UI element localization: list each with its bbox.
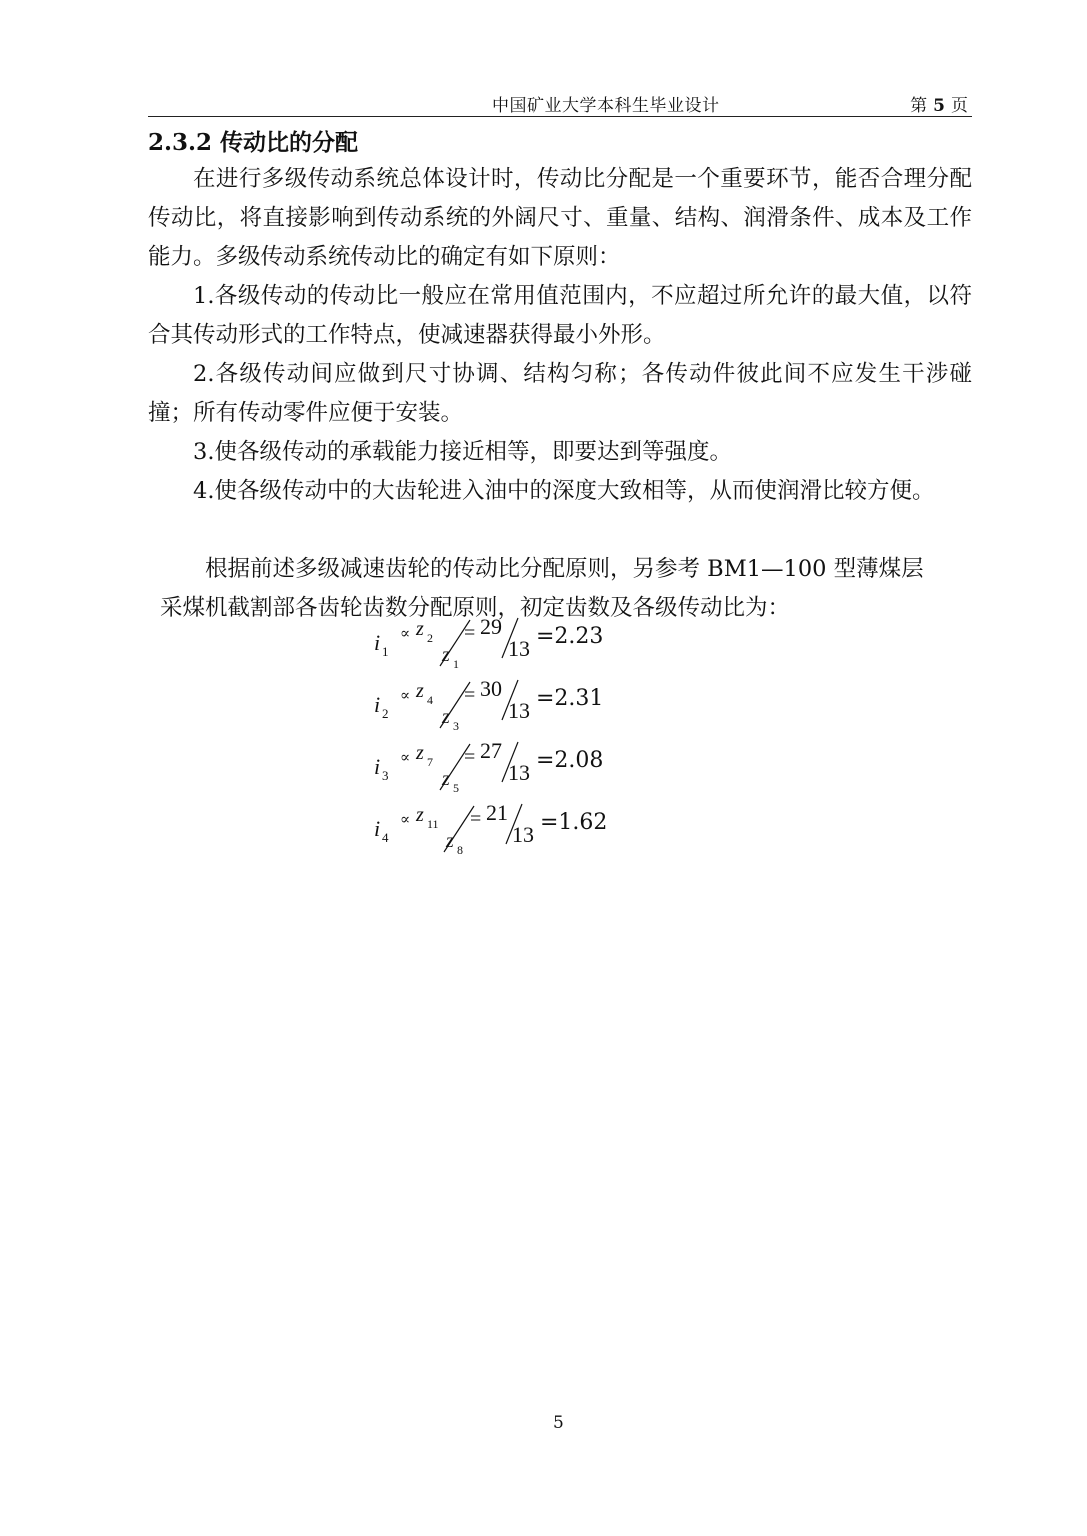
equation-4-z-den-sub: 8 bbox=[457, 843, 463, 857]
equation-2-i: i bbox=[374, 692, 381, 717]
equation-1-i-sub: 1 bbox=[382, 644, 389, 659]
equation-1-numerator: 29 bbox=[480, 614, 502, 639]
equation-3-z-den-sub: 5 bbox=[453, 781, 459, 795]
equation-4 bbox=[360, 800, 640, 856]
equation-2-z-den: z bbox=[442, 706, 450, 728]
paragraph-rule-1: 1.各级传动的传动比一般应在常用值范围内，不应超过所允许的最大值，以符合其传动形式的工作特点，使减速器获得最小外形。 bbox=[148, 283, 972, 348]
equation-4-equals: = bbox=[470, 808, 482, 830]
paragraph-closing-line-2: 采煤机截割部各齿轮齿数分配原则，初定齿数及各级传动比为： bbox=[160, 595, 791, 621]
equation-1-result: =2.23 bbox=[536, 624, 604, 649]
paragraph-rule-4: 4.使各级传动中的大齿轮进入油中的深度大致相等，从而使润滑比较方便。 bbox=[193, 478, 935, 504]
equation-1-z-den: z bbox=[442, 644, 450, 666]
equation-2-z-num-sub: 4 bbox=[427, 693, 433, 707]
equation-3-z-num-sub: 7 bbox=[427, 755, 433, 769]
equation-2-equals: = bbox=[464, 684, 476, 706]
paragraph-rule-2: 2.各级传动间应做到尺寸协调、结构匀称；各传动件彼此间不应发生干涉碰撞；所有传动零件应便于安装。 bbox=[148, 361, 972, 426]
equation-4-z-num-sub: 11 bbox=[427, 817, 439, 831]
equation-1-z-num: z bbox=[416, 618, 424, 640]
equation-3-prop: ∝ bbox=[400, 750, 411, 766]
section-title: 2.3.2 传动比的分配 bbox=[148, 129, 359, 156]
equation-1-z-num-sub: 2 bbox=[427, 631, 433, 645]
equation-2-numerator: 30 bbox=[480, 676, 502, 701]
equation-2-z-den-sub: 3 bbox=[453, 719, 459, 733]
equation-2-denominator: 13 bbox=[508, 698, 530, 723]
equation-3-i: i bbox=[374, 754, 381, 779]
header-page-prefix: 第 bbox=[910, 96, 928, 116]
equation-1-i: i bbox=[374, 630, 381, 655]
equation-1-denominator: 13 bbox=[508, 636, 530, 661]
equation-4-i: i bbox=[374, 816, 381, 841]
equation-3-numerator: 27 bbox=[480, 738, 502, 763]
header-page-suffix: 页 bbox=[951, 96, 968, 116]
paragraph-intro: 在进行多级传动系统总体设计时，传动比分配是一个重要环节，能否合理分配传动比，将直接影响到传动系统的外阔尺寸、重量、结构、润滑条件、成本及工作能力。多级传动系统传动比的确定有如下原则： bbox=[148, 166, 972, 270]
equation-3-i-sub: 3 bbox=[382, 768, 389, 783]
equation-4-z-num: z bbox=[416, 804, 424, 826]
footer-page-number: 5 bbox=[553, 1413, 564, 1433]
page-header bbox=[148, 90, 972, 117]
equation-3-equals: = bbox=[464, 746, 476, 768]
header-school-title: 中国矿业大学本科生毕业设计 bbox=[492, 96, 720, 116]
equation-4-numerator: 21 bbox=[486, 800, 508, 825]
equation-3-result: =2.08 bbox=[536, 748, 604, 773]
paragraph-closing-line-1: 根据前述多级减速齿轮的传动比分配原则，另参考 BM1—100 型薄煤层 bbox=[205, 556, 924, 582]
equation-2-z-num: z bbox=[416, 680, 424, 702]
equation-4-z-den: z bbox=[446, 830, 454, 852]
header-page-label bbox=[910, 91, 968, 116]
header-page-number: 5 bbox=[933, 96, 945, 116]
equation-1 bbox=[360, 614, 640, 670]
equation-3-z-den: z bbox=[442, 768, 450, 790]
equation-3 bbox=[360, 738, 640, 794]
equation-3-z-num: z bbox=[416, 742, 424, 764]
equation-1-prop: ∝ bbox=[400, 626, 411, 642]
equation-3-denominator: 13 bbox=[508, 760, 530, 785]
equation-1-z-den-sub: 1 bbox=[453, 657, 459, 671]
equation-2-prop: ∝ bbox=[400, 688, 411, 704]
equation-4-prop: ∝ bbox=[400, 812, 411, 828]
paragraph-rule-3: 3.使各级传动的承载能力接近相等，即要达到等强度。 bbox=[193, 439, 732, 465]
equation-2-result: =2.31 bbox=[536, 686, 604, 711]
equation-2 bbox=[360, 676, 640, 732]
equation-4-result: =1.62 bbox=[540, 810, 608, 835]
equation-1-equals: = bbox=[464, 622, 476, 644]
equation-4-denominator: 13 bbox=[512, 822, 534, 847]
equation-2-i-sub: 2 bbox=[382, 706, 389, 721]
equation-4-i-sub: 4 bbox=[382, 830, 389, 845]
